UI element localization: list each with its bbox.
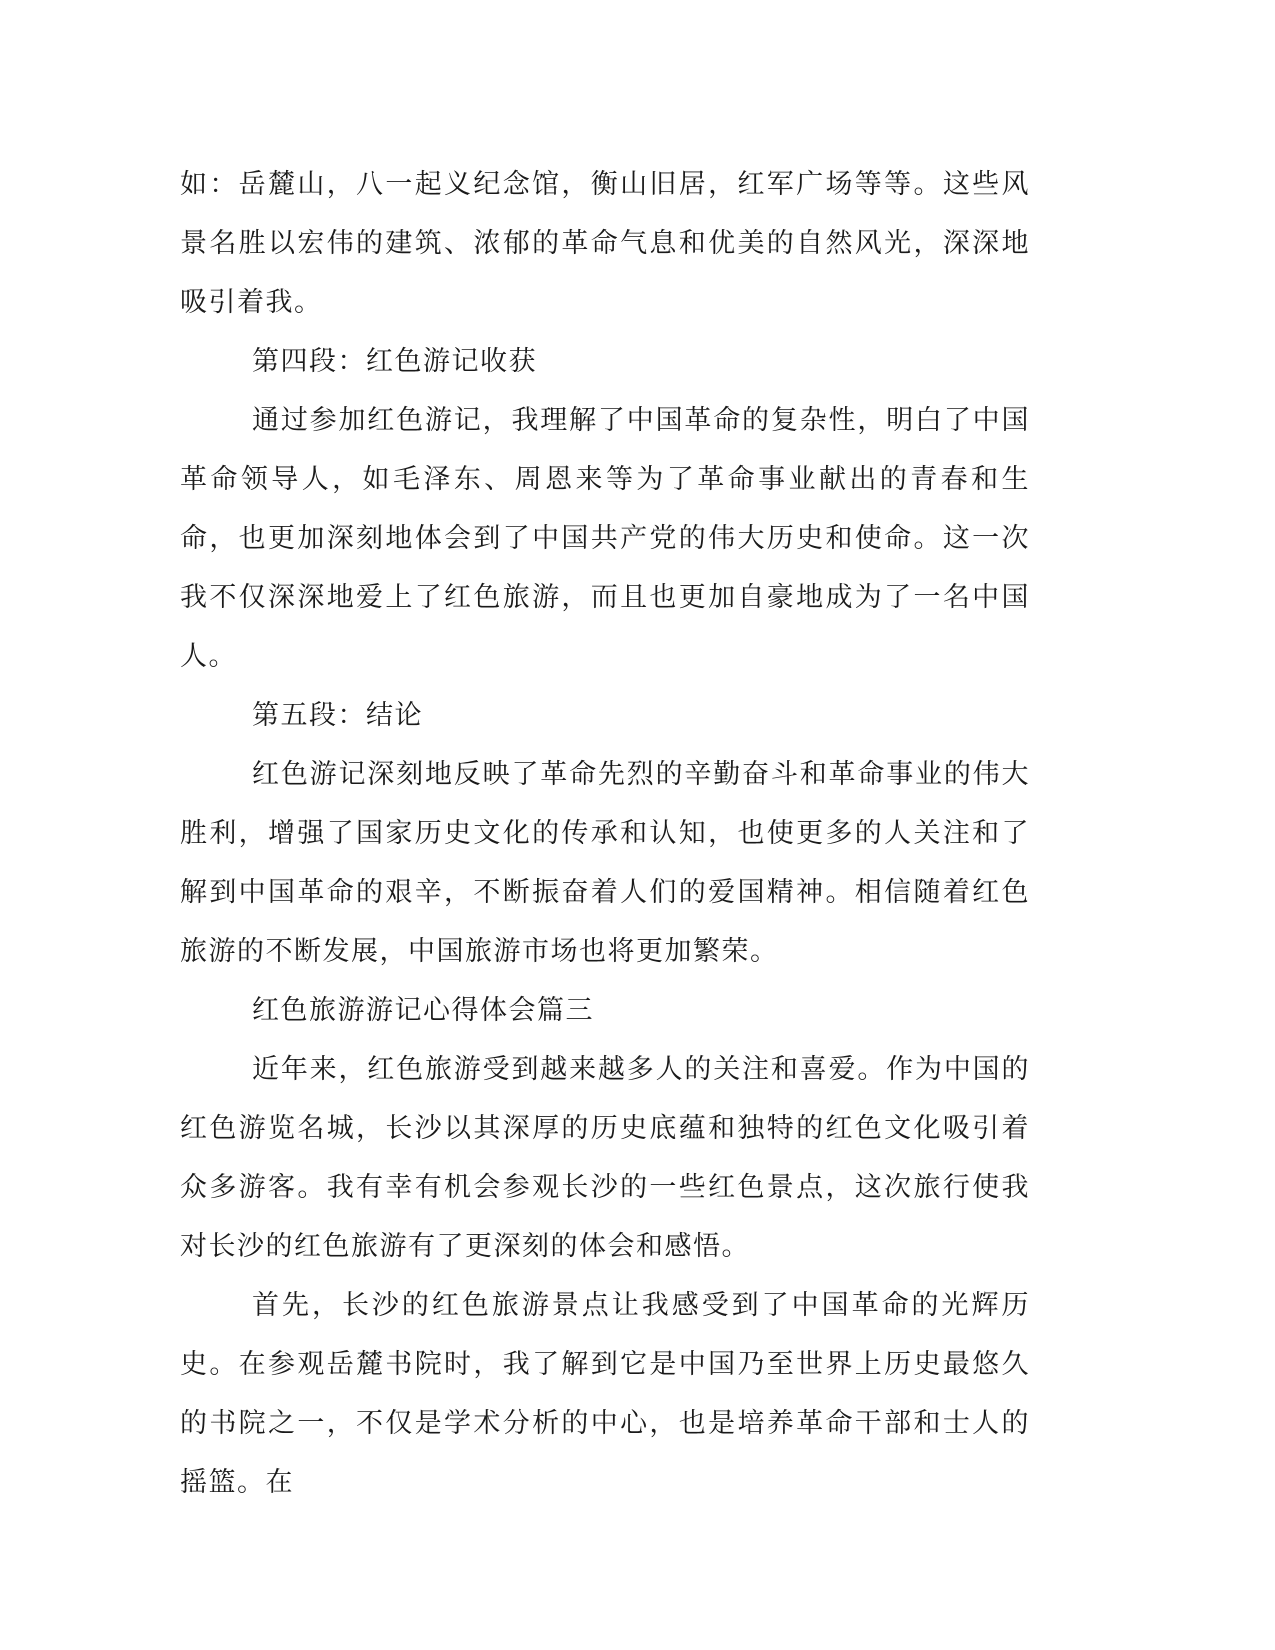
paragraph-first-point: 首先，长沙的红色旅游景点让我感受到了中国革命的光辉历史。在参观岳麓书院时，我了解到它是中国乃至世界上历史最悠久的书院之一，不仅是学术分析的中心，也是培养革命干部和士人的摇篮。在 (180, 1290, 1030, 1498)
paragraph-continued: 如：岳麓山，八一起义纪念馆，衡山旧居，红军广场等等。这些风景名胜以宏伟的建筑、浓郁的革命气息和优美的自然风光，深深地吸引着我。 (180, 169, 1030, 318)
paragraph-part-four: 通过参加红色游记，我理解了中国革命的复杂性，明白了中国革命领导人，如毛泽东、周恩来等为了革命事业献出的青春和生命，也更加深刻地体会到了中国共产党的伟大历史和使命。这一次我不仅深深地爱上了红色旅游，而且也更加自豪地成为了一名中国人。 (180, 405, 1030, 672)
section-heading-part-four: 第四段：红色游记收获 (252, 346, 537, 377)
paragraph-conclusion: 红色游记深刻地反映了革命先烈的辛勤奋斗和革命事业的伟大胜利，增强了国家历史文化的传承和认知，也使更多的人关注和了解到中国革命的艰辛，不断振奋着人们的爱国精神。相信随着红色旅游的不断发展，中国旅游市场也将更加繁荣。 (180, 759, 1030, 967)
paragraph-intro: 近年来，红色旅游受到越来越多人的关注和喜爱。作为中国的红色游览名城，长沙以其深厚的历史底蕴和独特的红色文化吸引着众多游客。我有幸有机会参观长沙的一些红色景点，这次旅行使我对长沙的红色旅游有了更深刻的体会和感悟。 (180, 1054, 1030, 1262)
section-heading-part-five: 第五段：结论 (252, 700, 423, 731)
document-body (180, 155, 1030, 1512)
article-title-part-three: 红色旅游游记心得体会篇三 (252, 995, 594, 1026)
